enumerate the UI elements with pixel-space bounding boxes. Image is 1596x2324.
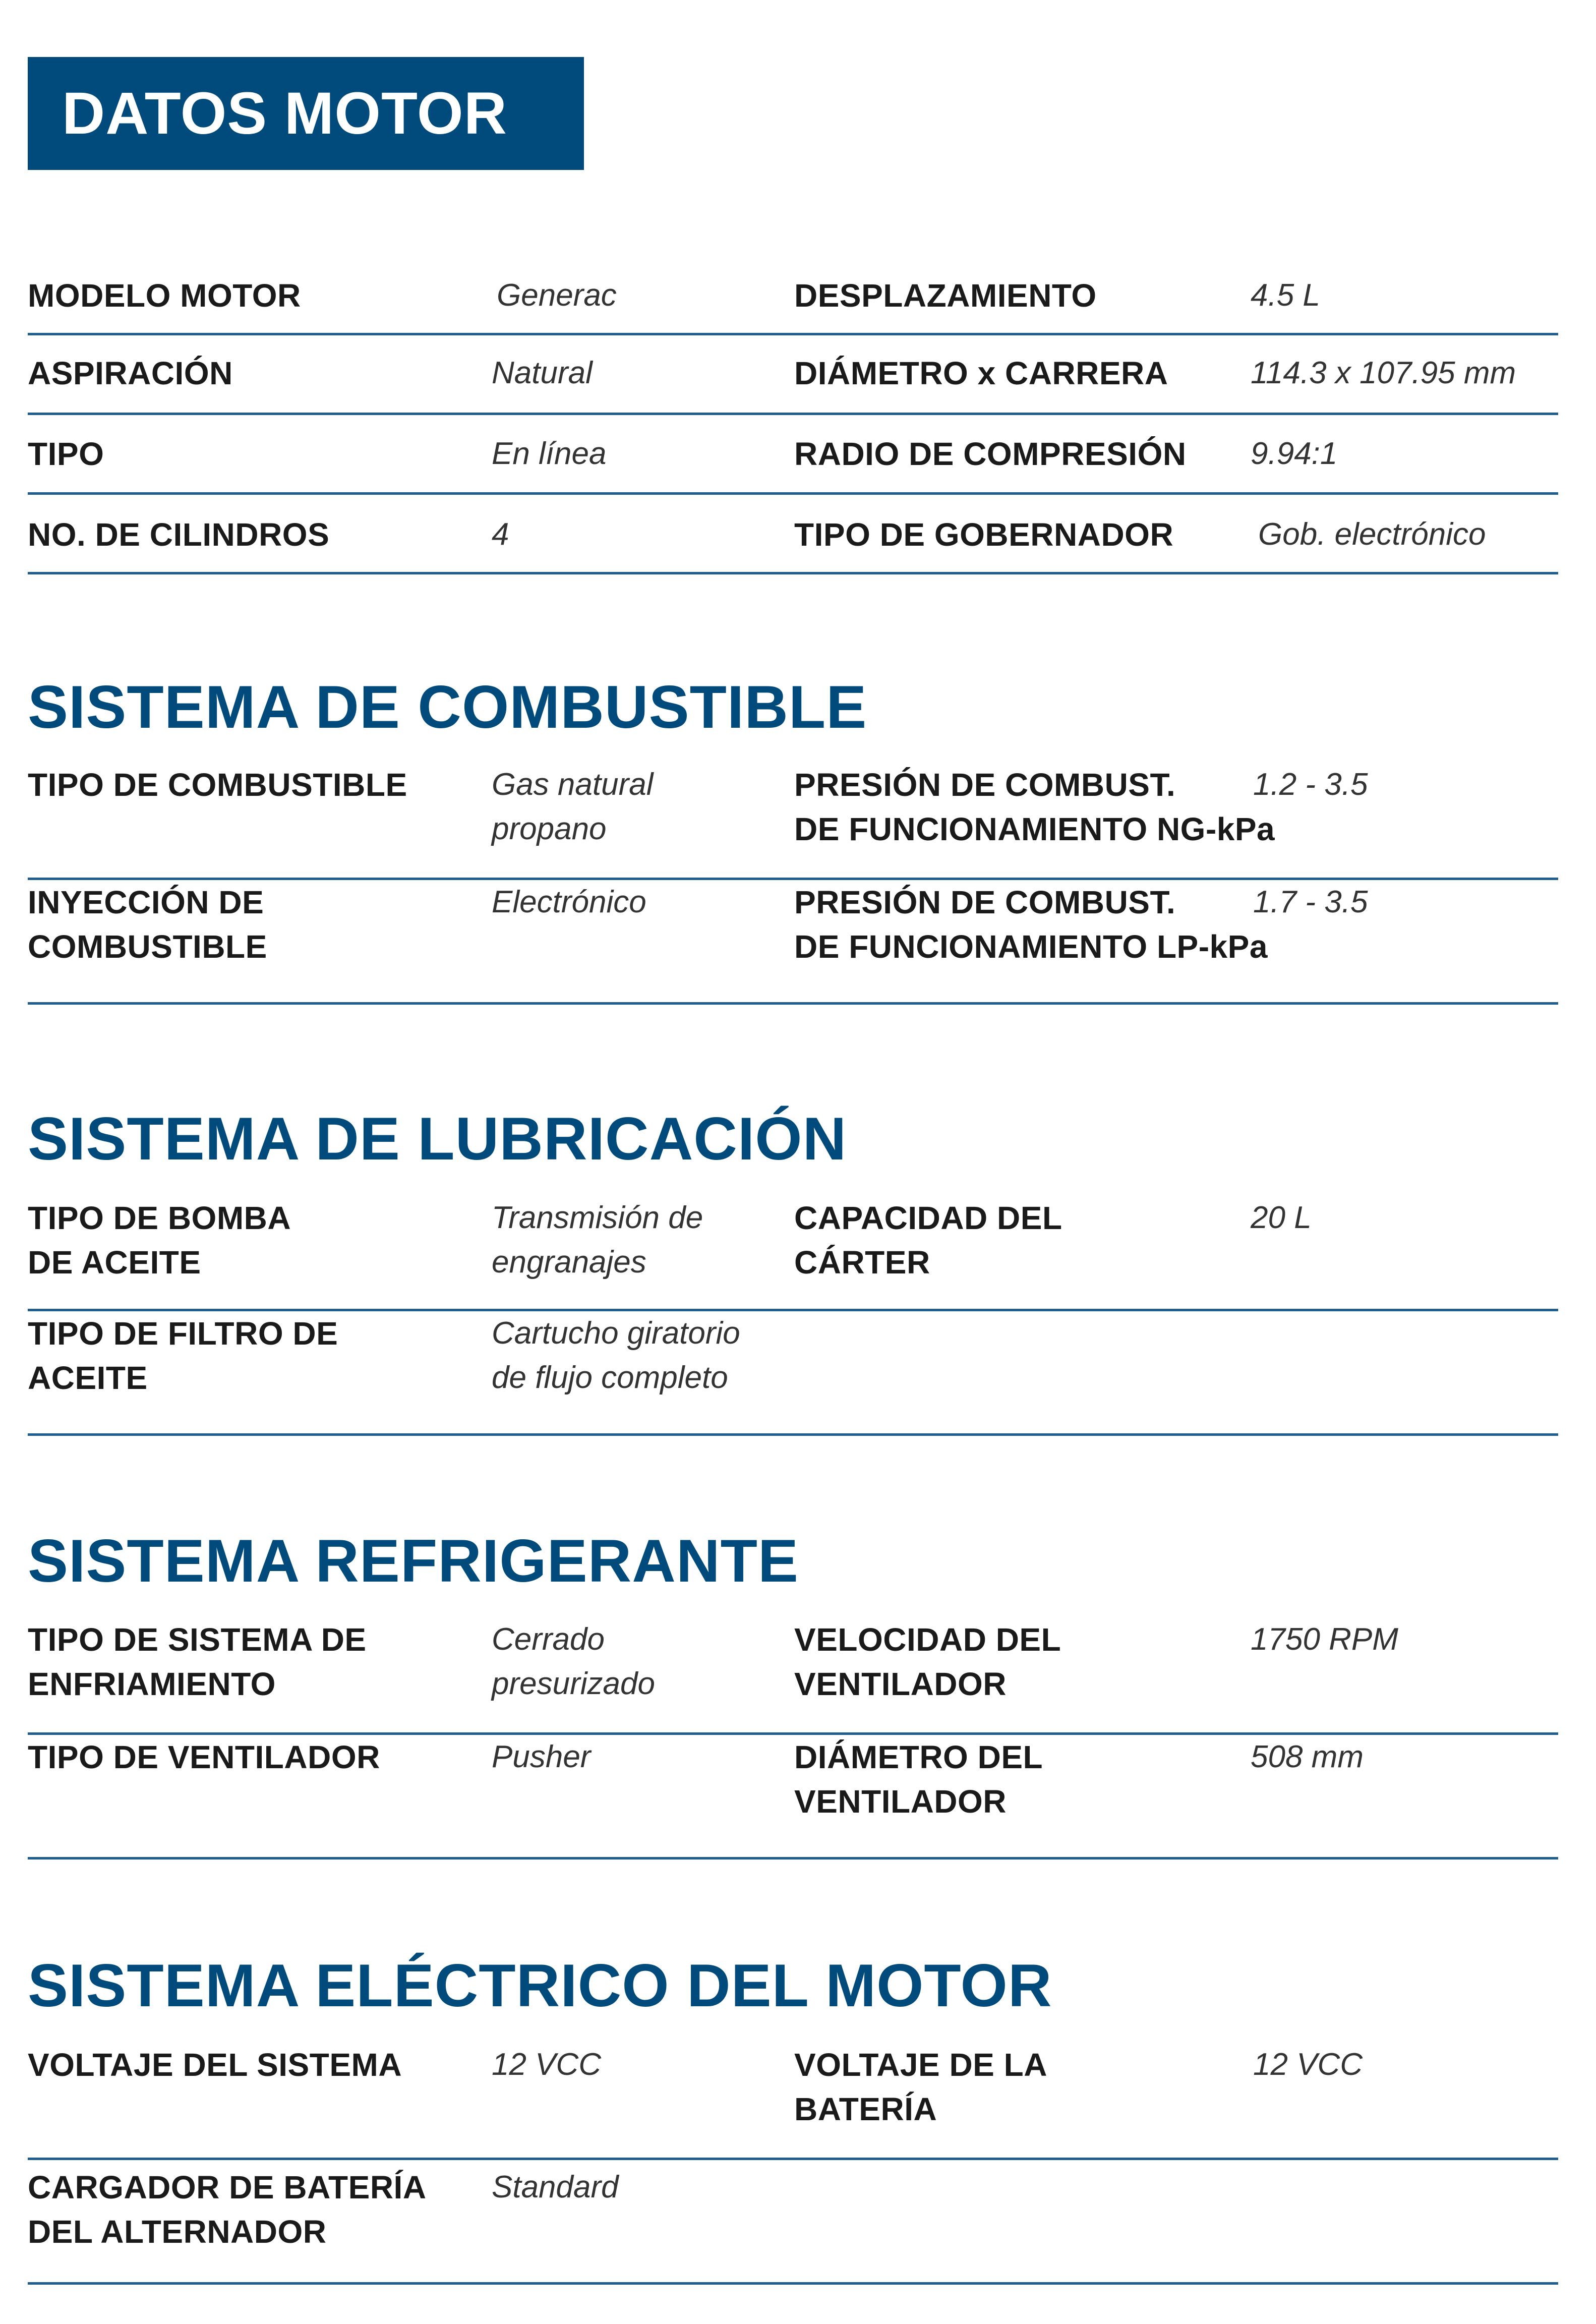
spec-label: TIPO DE SISTEMA DE ENFRIAMIENTO bbox=[28, 1621, 367, 1702]
spec-value: 12 VCC bbox=[492, 2047, 602, 2082]
spec-label: VOLTAJE DEL SISTEMA bbox=[28, 2047, 402, 2083]
table-row bbox=[28, 1311, 1558, 1436]
spec-label: CAPACIDAD DEL CÁRTER bbox=[794, 1200, 1062, 1281]
spec-value: Pusher bbox=[492, 1739, 591, 1774]
spec-value: 4 bbox=[492, 517, 509, 552]
spec-label: DESPLAZAMIENTO bbox=[794, 277, 1097, 314]
spec-value: Transmisión de engranajes bbox=[492, 1200, 703, 1280]
spec-label: TIPO DE VENTILADOR bbox=[28, 1739, 380, 1775]
table-row bbox=[28, 335, 1558, 415]
spec-value: Cerrado presurizado bbox=[492, 1622, 655, 1701]
spec-label: TIPO bbox=[28, 436, 104, 472]
section-title-lubricacion: SISTEMA DE LUBRICACIÓN bbox=[28, 1105, 847, 1173]
section-title-refrigerante: SISTEMA REFRIGERANTE bbox=[28, 1527, 799, 1595]
spec-value: 20 L bbox=[1251, 1200, 1312, 1235]
table-row bbox=[28, 2042, 1558, 2160]
table-row bbox=[28, 1193, 1558, 1311]
spec-value: 508 mm bbox=[1251, 1739, 1364, 1774]
spec-value: 9.94:1 bbox=[1251, 436, 1338, 471]
spec-label: VOLTAJE DE LA BATERÍA bbox=[794, 2047, 1047, 2127]
spec-label: DIÁMETRO DEL VENTILADOR bbox=[794, 1739, 1043, 1820]
table-row bbox=[28, 2160, 1558, 2285]
spec-label: TIPO DE BOMBA DE ACEITE bbox=[28, 1200, 291, 1281]
spec-label: INYECCIÓN DE COMBUSTIBLE bbox=[28, 884, 267, 965]
spec-label: TIPO DE COMBUSTIBLE bbox=[28, 767, 407, 803]
spec-value: Gob. electrónico bbox=[1258, 517, 1486, 552]
datos-motor-banner bbox=[28, 57, 584, 170]
spec-label: TIPO DE FILTRO DE ACEITE bbox=[28, 1315, 338, 1396]
spec-label: PRESIÓN DE COMBUST. DE FUNCIONAMIENTO NG-kPa bbox=[794, 767, 1275, 847]
spec-value: Gas natural propano bbox=[492, 767, 654, 846]
spec-value: 12 VCC bbox=[1253, 2047, 1363, 2082]
spec-value: 1.7 - 3.5 bbox=[1253, 885, 1368, 919]
table-row bbox=[28, 762, 1558, 880]
spec-label: MODELO MOTOR bbox=[28, 277, 301, 314]
spec-label: PRESIÓN DE COMBUST. DE FUNCIONAMIENTO LP-kPa bbox=[794, 884, 1268, 965]
spec-value: En línea bbox=[492, 436, 607, 471]
section-title-combustible: SISTEMA DE COMBUSTIBLE bbox=[28, 673, 867, 741]
spec-label: VELOCIDAD DEL VENTILADOR bbox=[794, 1621, 1061, 1702]
spec-value: 1750 RPM bbox=[1251, 1622, 1398, 1657]
spec-label: NO. DE CILINDROS bbox=[28, 516, 330, 553]
table-row bbox=[28, 1616, 1558, 1735]
spec-value: Standard bbox=[492, 2170, 619, 2204]
table-row bbox=[28, 415, 1558, 495]
spec-label: ASPIRACIÓN bbox=[28, 355, 233, 391]
table-row bbox=[28, 880, 1558, 1005]
datos-motor-title: DATOS MOTOR bbox=[62, 80, 507, 147]
spec-value: 114.3 x 107.95 mm bbox=[1251, 356, 1516, 390]
spec-value: Natural bbox=[492, 356, 593, 390]
section-title-electrico: SISTEMA ELÉCTRICO DEL MOTOR bbox=[28, 1952, 1052, 2019]
spec-label: DIÁMETRO x CARRERA bbox=[794, 355, 1168, 391]
table-row bbox=[28, 267, 1558, 335]
spec-label: TIPO DE GOBERNADOR bbox=[794, 516, 1174, 553]
spec-label: RADIO DE COMPRESIÓN bbox=[794, 436, 1187, 472]
spec-value: Cartucho giratorio de flujo completo bbox=[492, 1316, 740, 1395]
spec-value: Generac bbox=[497, 278, 617, 313]
table-row bbox=[28, 495, 1558, 574]
spec-label: CARGADOR DE BATERÍA DEL ALTERNADOR bbox=[28, 2169, 427, 2250]
spec-value: 1.2 - 3.5 bbox=[1253, 767, 1368, 802]
spec-value: Electrónico bbox=[492, 885, 646, 919]
table-row bbox=[28, 1735, 1558, 1860]
spec-value: 4.5 L bbox=[1251, 278, 1320, 313]
